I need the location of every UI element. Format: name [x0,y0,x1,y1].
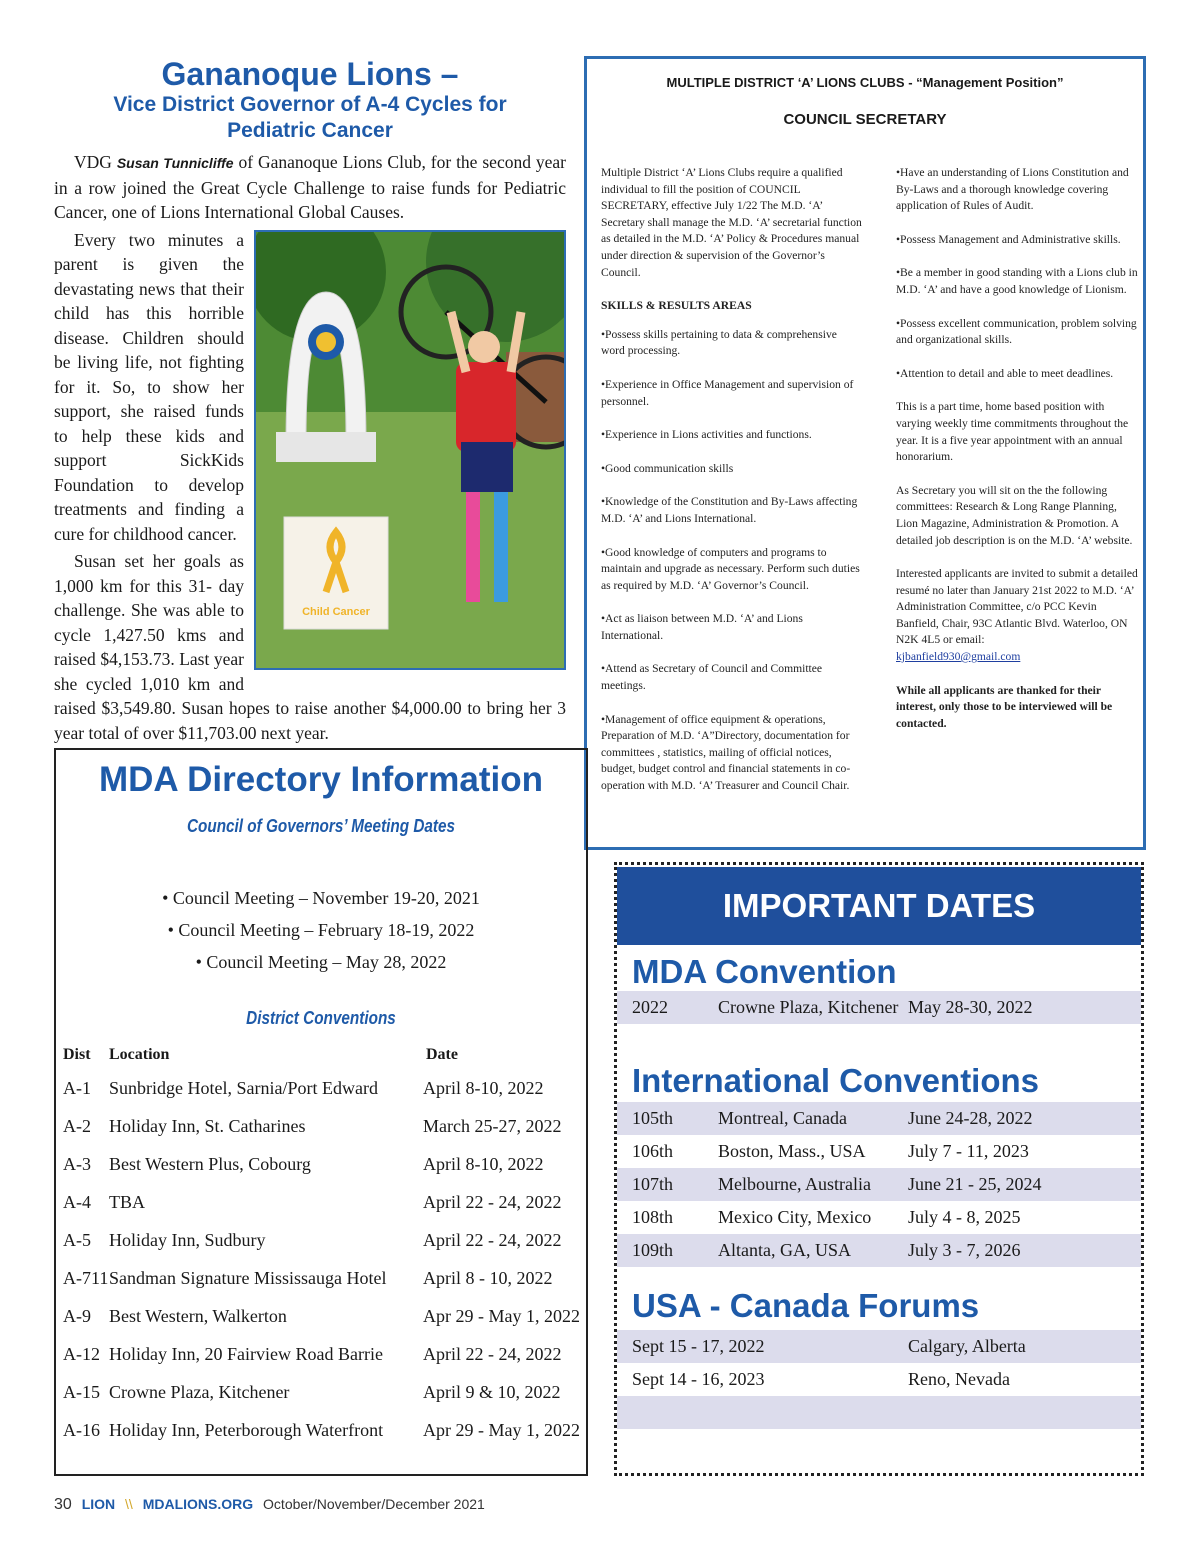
convention-location: Best Western, Walkerton [109,1306,287,1326]
convention-date: April 9 & 10, 2022 [423,1382,561,1402]
intl-location: Altanta, GA, USA [718,1240,851,1260]
convention-location: Crowne Plaza, Kitchener [109,1382,290,1402]
convention-row [56,1154,586,1192]
header-location: Location [109,1046,170,1063]
job-right-column [896,165,1141,749]
convention-row [56,1344,586,1382]
convention-row [56,1382,586,1420]
intl-location: Montreal, Canada [718,1108,847,1128]
convention-row [56,1306,586,1344]
job-left-item: •Knowledge of the Constitution and By-Laws affecting M.D. ‘A’ and Lions International. [601,495,858,525]
convention-dist: A-1 [63,1078,91,1098]
convention-date: April 8-10, 2022 [423,1078,544,1098]
p1-rest: of Gananoque Lions Club, for the second year in a row joined the Great Cycle Challenge to raise funds for Pediatric Cancer, one of Lions International Global Causes. [54,152,567,222]
job-left-item: •Management of office equipment & operations, Preparation of M.D. ‘A”Directory, documentation for committees , statistics, mailing of official notices, budget, budget control and financial statements in co-operation with M.D. ‘A’ Treasurer and Council Chair. [601,712,851,793]
meeting-item: • Council Meeting – February 18-19, 2022 [167,920,475,940]
convention-location: Sandman Signature Mississauga Hotel [109,1268,387,1288]
mda-convention-year: 2022 [632,997,668,1017]
convention-location: Holiday Inn, Peterborough Waterfront [109,1420,384,1440]
article-paragraph-1 [54,150,566,225]
job-right-item: •Possess Management and Administrative skills. [896,232,1121,246]
convention-date: April 22 - 24, 2022 [423,1344,562,1364]
convention-date: April 8-10, 2022 [423,1154,544,1174]
convention-row [56,1420,586,1458]
convention-row [56,1116,586,1154]
article [54,56,566,748]
convention-location: Holiday Inn, Sudbury [109,1230,266,1250]
article-paragraph-3: Susan set her goals as 1,000 km for this 31- day challenge. She was able to cycle 1,427.50 kms and raised $4,153.73. Last year she cycled 1,010 km and raised $3,549.80. Susan hopes to raise another $4,000.00 to bring her 3 year total of over $11,703.00 next year. [54,551,566,743]
convention-location: Best Western Plus, Cobourg [109,1154,311,1174]
intl-date: July 3 - 7, 2026 [908,1240,1021,1260]
intl-date: July 7 - 11, 2023 [908,1141,1029,1161]
job-skills-heading: SKILLS & RESULTS AREAS [601,299,752,313]
intl-location: Melbourne, Australia [718,1174,871,1194]
mda-convention-location: Crowne Plaza, Kitchener [718,997,899,1017]
footer-issue: October/November/December 2021 [263,1496,485,1512]
job-left-item: •Good knowledge of computers and programs to maintain and upgrade as necessary. Perform such duties as required by M.D. ‘A’ Governor’s Council. [601,545,860,592]
intl-number: 105th [632,1108,674,1128]
job-left-item: •Experience in Office Management and supervision of personnel. [601,377,854,408]
article-body [54,150,566,745]
mda-convention-date: May 28-30, 2022 [908,997,1033,1017]
mda-directory [54,748,588,1476]
job-closing-note: While all applicants are thanked for their interest, only those to be interviewed will be contacted. [896,683,1113,730]
job-header: MULTIPLE DISTRICT ‘A’ LIONS CLUBS - “Management Position” [666,75,1064,90]
footer-site: MDALIONS.ORG [142,1496,254,1512]
convention-row [56,1268,586,1306]
p1-prefix: VDG [74,152,117,172]
convention-dist: A-16 [63,1420,100,1440]
international-conventions-title: International Conventions [632,1062,1040,1099]
footer-separator: \\ [125,1496,133,1512]
job-left-item: •Good communication skills [601,461,734,475]
convention-dist: A-4 [63,1192,91,1212]
important-dates [614,862,1144,1476]
convention-row [56,1192,586,1230]
intl-date: June 21 - 25, 2024 [908,1174,1042,1194]
article-subtitle-line2: Pediatric Cancer [227,119,393,142]
footer-lion: LION [81,1496,116,1512]
mda-convention-row [617,991,1141,1024]
job-left-column [601,165,863,812]
convention-date: Apr 29 - May 1, 2022 [423,1306,580,1326]
convention-row [56,1230,586,1268]
job-intro: Multiple District ‘A’ Lions Clubs require a qualified individual to fill the position of COUNCIL SECRETARY, effective July 1/22 The M.D. ‘A’ Secretary shall manage the M.D. ‘A’ secretarial function as detailed in the M.D. ‘A’ Policy & Procedures manual under direction & supervision of the Governor’s Council. [601,166,862,279]
forums-title: USA - Canada Forums [632,1287,980,1324]
job-right-item: •Attention to detail and able to meet deadlines. [896,366,1114,380]
article-subtitle-line1: Vice District Governor of A-4 Cycles for [113,93,507,116]
meeting-item: • Council Meeting – November 19-20, 2021 [162,888,480,908]
child-cancer-sign: Child Cancer [302,605,370,618]
header-date: Date [426,1046,458,1063]
intl-location: Boston, Mass., USA [718,1141,866,1161]
mda-convention-title: MDA Convention [632,953,897,990]
forum-dates: Sept 14 - 16, 2023 [632,1369,765,1389]
intl-number: 109th [632,1240,674,1260]
convention-date: Apr 29 - May 1, 2022 [423,1420,580,1440]
convention-dist: A-12 [63,1344,100,1364]
article-person-name: Susan Tunnicliffe [116,155,234,171]
convention-dist: A-15 [63,1382,100,1402]
international-row [617,1102,1141,1135]
forum-location: Calgary, Alberta [908,1336,1026,1356]
convention-dist: A-2 [63,1116,91,1136]
job-posting [584,56,1146,850]
header-dist: Dist [63,1046,91,1063]
job-apply-instructions [896,566,1141,649]
job-position-title: COUNCIL SECRETARY [783,111,947,128]
international-row [617,1168,1141,1201]
article-title: Gananoque Lions – [161,56,459,92]
cyclist-photo [254,230,566,670]
international-row [617,1135,1141,1168]
job-left-item: •Possess skills pertaining to data & comprehensive word processing. [601,327,837,358]
convention-dist: A-711 [63,1268,109,1288]
convention-date: April 22 - 24, 2022 [423,1192,562,1212]
intl-number: 108th [632,1207,674,1227]
convention-date: April 8 - 10, 2022 [423,1268,553,1288]
job-right-item: This is a part time, home based position with varying weekly time commitments throughout the year. It is a five year appointment with an annual honorarium. [896,400,1129,464]
meeting-item: • Council Meeting – May 28, 2022 [195,952,447,972]
international-row [617,1201,1141,1234]
forum-row [617,1330,1141,1363]
international-row [617,1234,1141,1267]
convention-dist: A-9 [63,1306,91,1326]
job-right-item: •Possess excellent communication, problem solving and organizational skills. [896,316,1137,347]
job-left-item: •Act as liaison between M.D. ‘A’ and Lions International. [601,612,803,642]
convention-location: Sunbridge Hotel, Sarnia/Port Edward [109,1078,378,1098]
forum-location: Reno, Nevada [908,1369,1010,1389]
mda-title: MDA Directory Information [98,760,543,799]
intl-date: June 24-28, 2022 [908,1108,1033,1128]
job-right-item: As Secretary you will sit on the the following committees: Research & Long Range Planning, Lion Magazine, Administration & Promotion. A detailed job description is on the M.D. ‘A’ website. [896,483,1133,547]
page-footer [54,1496,485,1514]
intl-number: 107th [632,1174,674,1194]
blank-row [617,1024,1141,1057]
convention-date: March 25-27, 2022 [423,1116,562,1136]
convention-location: Holiday Inn, 20 Fairview Road Barrie [109,1344,383,1364]
intl-number: 106th [632,1141,674,1161]
forum-dates: Sept 15 - 17, 2022 [632,1336,765,1356]
forum-row [617,1363,1141,1396]
important-dates-banner: IMPORTANT DATES [617,867,1141,945]
intl-date: July 4 - 8, 2025 [908,1207,1021,1227]
job-right-item: •Be a member in good standing with a Lions club in M.D. ‘A’ and have a good knowledge of Lionism. [896,266,1138,296]
district-conventions-title: District Conventions [246,1008,396,1028]
blank-row [617,1396,1141,1429]
convention-location: Holiday Inn, St. Catharines [109,1116,306,1136]
page-number: 30 [54,1496,72,1513]
convention-row [56,1078,586,1116]
meeting-dates-subtitle: Council of Governors’ Meeting Dates [186,816,456,836]
job-left-item: •Experience in Lions activities and functions. [601,428,812,442]
job-right-item: •Have an understanding of Lions Constitution and By-Laws and a thorough knowledge covering application of Rules of Audit. [896,166,1129,213]
conventions-table-header [56,1046,586,1066]
convention-dist: A-5 [63,1230,91,1250]
intl-location: Mexico City, Mexico [718,1207,872,1227]
job-left-item: •Attend as Secretary of Council and Committee meetings. [601,662,823,693]
article-paragraph-2: Every two minutes a parent is given the devastating news that their child has this horrible disease. Children should be living life, not fighting for it. So, to show her support, she raised funds to help these kids and support SickKids Foundation to develop treatments and finding a cure for childhood cancer. [54,229,244,544]
convention-dist: A-3 [63,1154,91,1174]
job-apply-text: Interested applicants are invited to submit a detailed resumé no later than January 21st 2022 to M.D. ‘A’ Administration Committee, c/o PCC Kevin Banfield, Chair, 93C Atlantic Blvd. Waterloo, ON N2K 4L5 or email: [896,567,1138,647]
job-email[interactable]: kjbanfield930@gmail.com [896,650,1021,664]
convention-location: TBA [109,1192,145,1212]
convention-date: April 22 - 24, 2022 [423,1230,562,1250]
job-email-link[interactable] [896,649,1141,666]
meeting-list [56,882,586,978]
